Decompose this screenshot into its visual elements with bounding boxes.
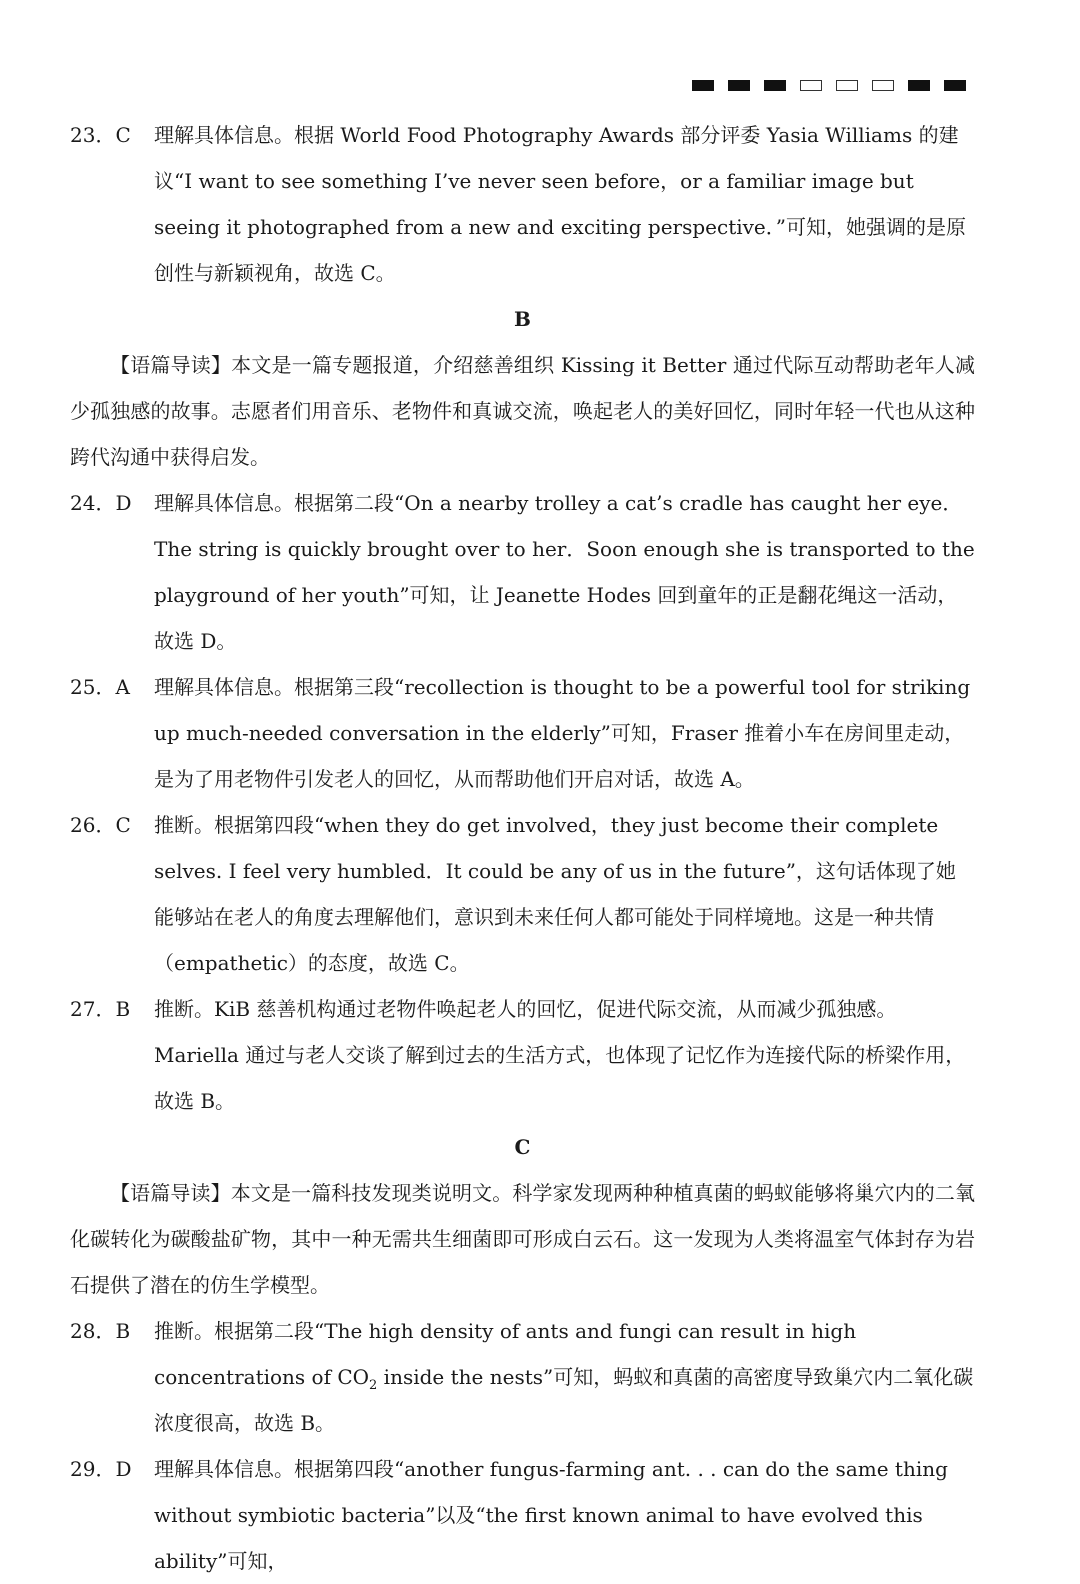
answer-23 — [70, 112, 975, 296]
explanation-text: inside the nests”可知，蚂蚁和真菌的高密度导致巢穴内二氧化碳浓度很高，故选 B。 — [154, 1365, 974, 1435]
subscript-2: 2 — [369, 1378, 378, 1393]
answer-25 — [70, 664, 975, 802]
header-mark — [800, 80, 822, 91]
header-mark — [872, 80, 894, 91]
section-b-title: B — [514, 307, 531, 331]
answer-number: 23．C — [70, 123, 131, 147]
answer-explanation: 理解具体信息。根据 World Food Photography Awards 部分评委 Yasia Williams 的建议“I want to see something I’ve never seen before，or a familiar image but seeing it photographed from a new and exciting perspective．”可知，她强调的是原创性与新颖视角，故选 C。 — [154, 123, 966, 285]
header-marks — [692, 80, 966, 91]
answer-explanation: 理解具体信息。根据第四段“another fungus-farming ant. . . can do the same thing without symbiotic bacteria”以及“the first known animal to have evolved this ability”可知， — [154, 1457, 948, 1573]
answer-number: 27．B — [70, 997, 131, 1021]
answer-explanation: 理解具体信息。根据第三段“recollection is thought to be a powerful tool for striking up much-needed conversation in the elderly”可知，Fraser 推着小车在房间里走动，是为了用老物件引发老人的回忆，从而帮助他们开启对话，故选 A。 — [154, 675, 971, 791]
header-mark — [692, 80, 714, 91]
answer-number: 26．C — [70, 813, 131, 837]
answer-explanation: 理解具体信息。根据第二段“On a nearby trolley a cat’s cradle has caught her eye．The string is quickly brought over to her．Soon enough she is transported to the playground of her youth”可知，让 Jeanette Hodes 回到童年的正是翻花绳这一活动，故选 D。 — [154, 491, 975, 653]
explanation-text: 推断。根据第二段“The high density of ants and fungi can result in high concentrations of CO — [154, 1319, 857, 1389]
section-b-intro: 【语篇导读】本文是一篇专题报道，介绍慈善组织 Kissing it Better 通过代际互动帮助老年人减少孤独感的故事。志愿者们用音乐、老物件和真诚交流，唤起老人的美好回忆，同时年轻一代也从这种跨代沟通中获得启发。 — [70, 353, 975, 469]
header-mark — [728, 80, 750, 91]
header-mark — [944, 80, 966, 91]
answer-number: 25．A — [70, 675, 130, 699]
answer-number: 29．D — [70, 1457, 132, 1481]
answer-24 — [70, 480, 975, 664]
answer-29 — [70, 1446, 975, 1584]
section-c-title: C — [514, 1135, 531, 1159]
header-mark — [836, 80, 858, 91]
section-c-intro: 【语篇导读】本文是一篇科技发现类说明文。科学家发现两种种植真菌的蚂蚁能够将巢穴内的二氧化碳转化为碳酸盐矿物，其中一种无需共生细菌即可形成白云石。这一发现为人类将温室气体封存为岩石提供了潜在的仿生学模型。 — [70, 1181, 975, 1297]
answer-27 — [70, 986, 975, 1124]
answer-28 — [70, 1308, 975, 1446]
answer-explanation — [154, 1308, 975, 1446]
answer-explanation: 推断。根据第四段“when they do get involved，they just become their complete selves. I feel very humbled．It could be any of us in the future”，这句话体现了她能够站在老人的角度去理解他们，意识到未来任何人都可能处于同样境地。这是一种共情（empathetic）的态度，故选 C。 — [154, 813, 956, 975]
answer-number: 28．B — [70, 1319, 131, 1343]
answer-26 — [70, 802, 975, 986]
answer-explanation: 推断。KiB 慈善机构通过老物件唤起老人的回忆，促进代际交流，从而减少孤独感。Mariella 通过与老人交谈了解到过去的生活方式，也体现了记忆作为连接代际的桥梁作用，故选 B。 — [154, 997, 966, 1113]
answer-number: 24．D — [70, 491, 132, 515]
header-mark — [764, 80, 786, 91]
header-mark — [908, 80, 930, 91]
answer-page — [70, 112, 975, 1584]
